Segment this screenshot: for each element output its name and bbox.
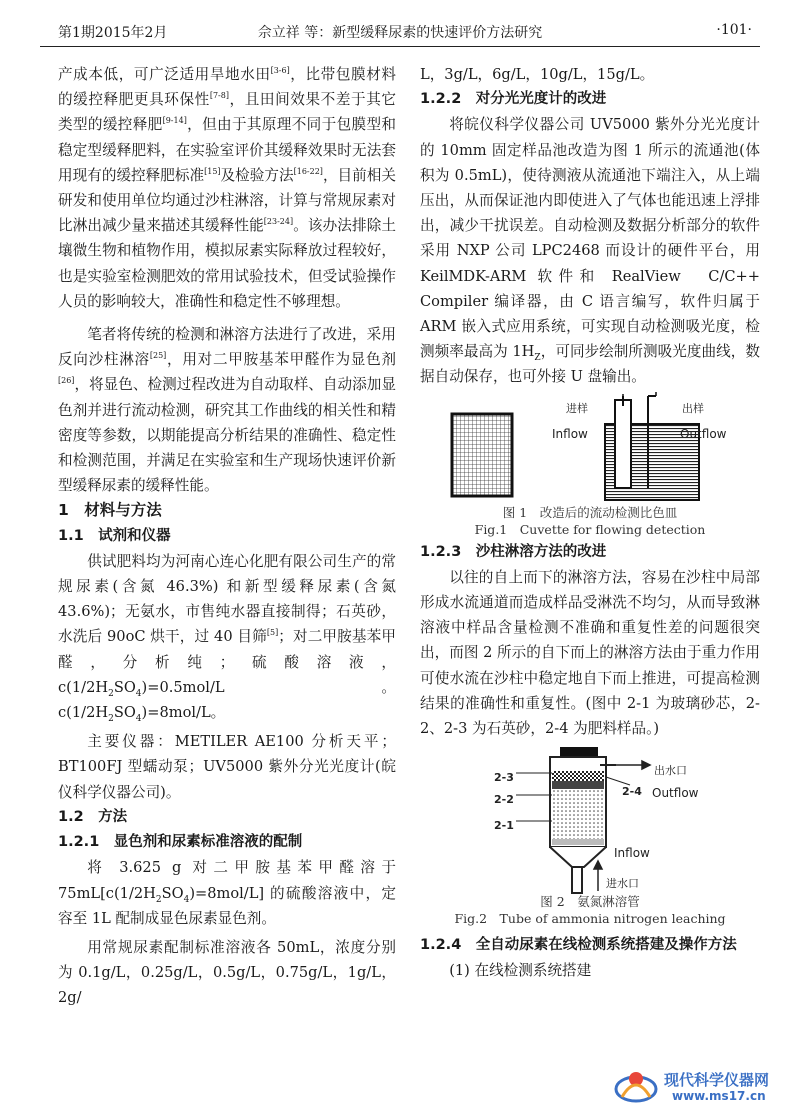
section-heading-1-2-2: 1.2.2 对分光光度计的改进 <box>420 91 607 108</box>
fig2-label-2-3: 2-3 <box>494 771 514 785</box>
section-heading-1-2: 1.2 方法 <box>58 808 128 825</box>
paragraph-leaching: 以往的自上而下的淋溶方法，容易在沙柱中局部形成水流通道而造成样品受淋洗不均匀，从而导致淋溶液中样品含量检测不准确和重复性差的问题很突出，而图 2 所示的自下而上的淋溶方法由于重力作用可使水流在沙柱中稳定地自下而上推进，可提高检测结果的准确性和重复性。(图中 2-1 为玻璃砂芯，2-2、2-3 为石英砂，2-4 为肥料样品。) <box>420 568 760 738</box>
fig2-caption-cn: 图 2 氨氮淋溶管 <box>540 894 640 910</box>
running-title: 佘立祥 等：新型缓释尿素的快速评价方法研究 <box>257 25 543 41</box>
watermark-icon <box>612 1067 660 1107</box>
fig2-label-2-1: 2-1 <box>494 819 514 833</box>
watermark-logo <box>612 1065 792 1109</box>
page-number: ·101· <box>716 22 752 38</box>
fig1-inlet-label: 进样 <box>566 401 588 415</box>
fig2-label-2-4: 2-4 <box>622 785 642 799</box>
section-heading-1-2-4: 1.2.4 全自动尿素在线检测系统搭建及操作方法 <box>420 937 737 954</box>
header-rule <box>40 46 760 47</box>
fig2-label-2-2: 2-2 <box>494 793 514 807</box>
paragraph-reagents: 供试肥料均为河南心连心化肥有限公司生产的常规尿素(含氮 46.3%) 和新型缓释尿素(含氮 43.6%)；无氨水，市售纯水器直接制得；石英砂，水洗后 90oC 烘干，过 40 目筛[5]；对二甲胺基苯甲醛，分析纯；硫酸溶液，$c(1/2H_2SO_4)=0.5mol/L$。$c(1/2H_2SO_4)=8mol/L$。 <box>58 552 396 724</box>
fig2-outlet-label: 出水口 <box>654 764 687 778</box>
left-column <box>58 62 396 1011</box>
paragraph-intro-cont: 产成本低，可广泛适用旱地水田[3-6]，比带包膜材料的缓控释肥更具环保性[7-8]，且田间效果不差于其它类型的缓控释肥[9-14]，但由于其原理不同于包膜型和稳定型缓释肥料，在实验室评价其缓释效果时无法套用现有的缓控释肥标准[15]及检验方法[16-22]，目前相关研发和使用单位均通过沙柱淋溶，计算与常规尿素对比淋出减少量来描述其缓释性能[23-24]。该办法排除土壤微生物和植物作用，模拟尿素实际释放过程较好，也是实验室检测肥效的常用试验技术，但受试验操作人员的影响较大，准确性和稳定性不够理想。 <box>58 66 396 310</box>
paragraph-instruments: 主要仪器：METILER AE100 分析天平；BT100FJ 型蠕动泵；UV5000 紫外分光光度计(皖仪科学仪器公司)。 <box>58 733 396 801</box>
fig1-inflow-label: Inflow <box>552 426 588 441</box>
fig1-caption-cn: 图 1 改造后的流动检测比色皿 <box>502 504 678 520</box>
paragraph-online-system: (1) 在线检测系统搭建 <box>449 962 592 980</box>
leaching-tube-diagram <box>420 745 760 895</box>
paragraph-spectrophotometer: 将皖仪科学仪器公司 UV5000 紫外分光光度计的 10mm 固定样品池改造为图 1 所示的流通池(体积为 0.5mL)，使待测液从流通池下端注入，从上端压出，从而保证池内即使进入了气体也能迅速上浮排出，减少干扰误差。自动检测及数据分析部分的软件采用 NXP 公司 LPC2468 而设计的硬件平台，用 KeilMDK-ARM 软件和 RealView C/C++ Compiler 编译器，由 C 语言编写，软件归属于 ARM 嵌入式应用系统，可实现自动检测吸光度，检测频率最高为 $1H_Z$，可同步绘制所测吸光度曲线，数据自动保存，也可外接 U 盘输出。 <box>420 116 760 386</box>
watermark-name: 现代科学仪器网 <box>664 1071 770 1089</box>
figure-2 <box>420 745 760 927</box>
right-column <box>420 62 760 984</box>
paragraph-standard-solutions: 用常规尿素配制标准溶液各 50mL，浓度分别为 0.1g/L，0.25g/L，0.5g/L，0.75g/L，1g/L，2g/ <box>58 938 396 1007</box>
journal-issue: 第1期2015年2月 <box>58 25 168 41</box>
fig1-caption-en: Fig.1 Cuvette for flowing detection <box>474 521 706 537</box>
fig1-outflow-label: Outflow <box>680 426 727 441</box>
section-heading-1-1: 1.1 试剂和仪器 <box>58 527 171 544</box>
fig2-outflow-label: Outflow <box>652 786 699 801</box>
cuvette-diagram <box>420 392 760 504</box>
fig2-inlet-label: 进水口 <box>606 877 639 891</box>
running-header <box>40 22 760 44</box>
fig1-outlet-label: 出样 <box>682 401 704 415</box>
figure-1 <box>420 392 760 540</box>
cuvette-front-view <box>452 414 512 496</box>
fig2-caption-en: Fig.2 Tube of ammonia nitrogen leaching <box>454 911 726 927</box>
section-heading-1-2-1: 1.2.1 显色剂和尿素标准溶液的配制 <box>58 834 303 851</box>
watermark-url: www.ms17.cn <box>672 1089 766 1103</box>
paragraph-concentrations-cont: L，3g/L，6g/L，10g/L，15g/L。 <box>420 66 655 83</box>
fig2-inflow-label: Inflow <box>614 846 650 861</box>
section-heading-1: 1 材料与方法 <box>58 501 162 520</box>
section-heading-1-2-3: 1.2.3 沙柱淋溶方法的改进 <box>420 543 607 560</box>
paragraph-improvement: 笔者将传统的检测和淋溶方法进行了改进，采用反向沙柱淋溶[25]，用对二甲胺基苯甲醛作为显色剂[26]，将显色、检测过程改进为自动取样、自动添加显色剂并进行流动检测，研究其工作曲线的相关性和精密度等参数，以期能提高分析结果的准确性、稳定性和检测范围，并满足在实验室和生产现场快速评价新型缓释尿素的缓释性能。 <box>58 326 396 495</box>
paragraph-reagent-prep: 将 3.625 g 对二甲胺基苯甲醛溶于 $75mL[c(1/2H_2SO_4)=8mol/L]$ 的硫酸溶液中，定容至 1L 配制成显色尿素显色剂。 <box>58 859 396 927</box>
